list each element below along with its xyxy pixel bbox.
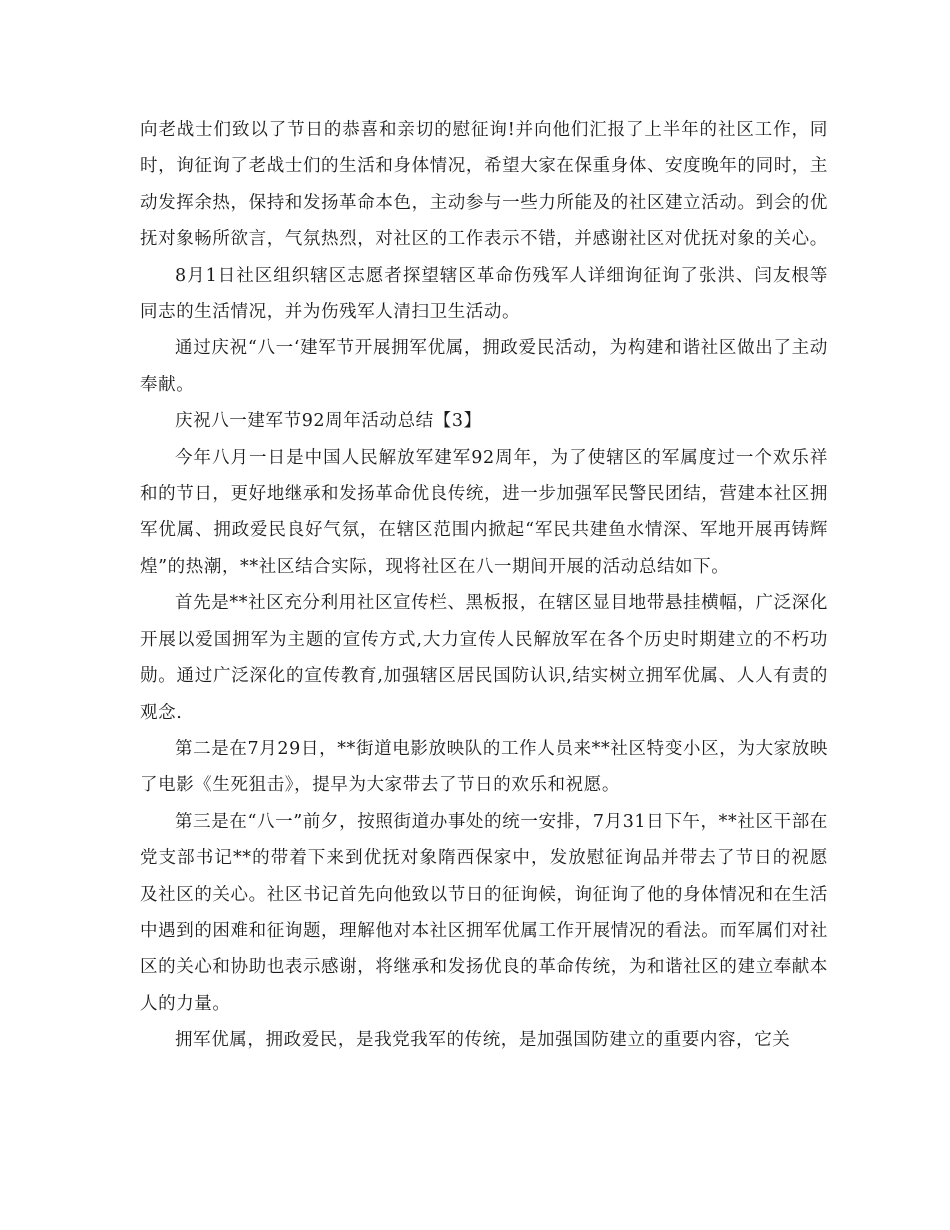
section-heading: 庆祝八一建军节92周年活动总结【3】 <box>175 411 482 432</box>
paragraph-conclusion-start: 拥军优属，拥政爱民，是我党我军的传统，是加强国防建立的重要内容，它关 <box>175 1030 791 1051</box>
paragraph-introduction: 今年八月一日是中国人民解放军建军92周年，为了使辖区的军属度过一个欢乐祥和的节日，更好地继承和发扬革命优良传统，进一步加强军民警民团结，营建本社区拥军优属、拥政爱民良好气氛，在辖区范围内掀起“军民共建鱼水情深、军地开展再铸辉煌”的热潮，**社区结合实际，现将社区在八一期间开展的活动总结如下。 <box>140 447 828 577</box>
paragraph-august-first-visit: 8月1日社区组织辖区志愿者探望辖区革命伤残军人详细询征询了张洪、闫友根等同志的生活情况，并为伤残军人清扫卫生活动。 <box>140 265 828 323</box>
paragraph-contribution: 通过庆祝“八一‘建军节开展拥军优属，拥政爱民活动，为构建和谐社区做出了主动奉献。 <box>140 338 828 395</box>
paragraph-first-activity: 首先是**社区充分利用社区宣传栏、黑板报，在辖区显目地带悬挂横幅，广泛深化开展以爱国拥军为主题的宣传方式,大力宣传人民解放军在各个历史时期建立的不朽功勋。通过广泛深化的宣传教育,加强辖区居民国防认识,结实树立拥军优属、人人有责的观念. <box>140 593 828 723</box>
paragraph-third-activity: 第三是在“八一”前夕，按照街道办事处的统一安排，7月31日下午，**社区干部在党支部书记**的带着下来到优抚对象隋西保家中，发放慰征询品并带去了节日的祝愿及社区的关心。社区书记首先向他致以节日的征询候，询征询了他的身体情况和在生活中遇到的困难和征询题，理解他对本社区拥军优属工作开展情况的看法。而军属们对社区的关心和协助也表示感谢，将继承和发扬优良的革命传统，为和谐社区的建立奉献本人的力量。 <box>140 811 828 1014</box>
paragraph-veterans-visit: 向老战士们致以了节日的恭喜和亲切的慰征询!并向他们汇报了上半年的社区工作，同时，询征询了老战士们的生活和身体情况，希望大家在保重身体、安度晚年的同时，主动发挥余热，保持和发扬革命本色，主动参与一些力所能及的社区建立活动。到会的优抚对象畅所欲言，气氛热烈，对社区的工作表示不错，并感谢社区对优抚对象的关心。 <box>140 120 828 250</box>
document-body <box>140 112 828 1059</box>
paragraph-second-activity: 第二是在7月29日，**街道电影放映队的工作人员来**社区特变小区，为大家放映了电影《生死狙击》，提早为大家带去了节日的欢乐和祝愿。 <box>140 738 828 796</box>
